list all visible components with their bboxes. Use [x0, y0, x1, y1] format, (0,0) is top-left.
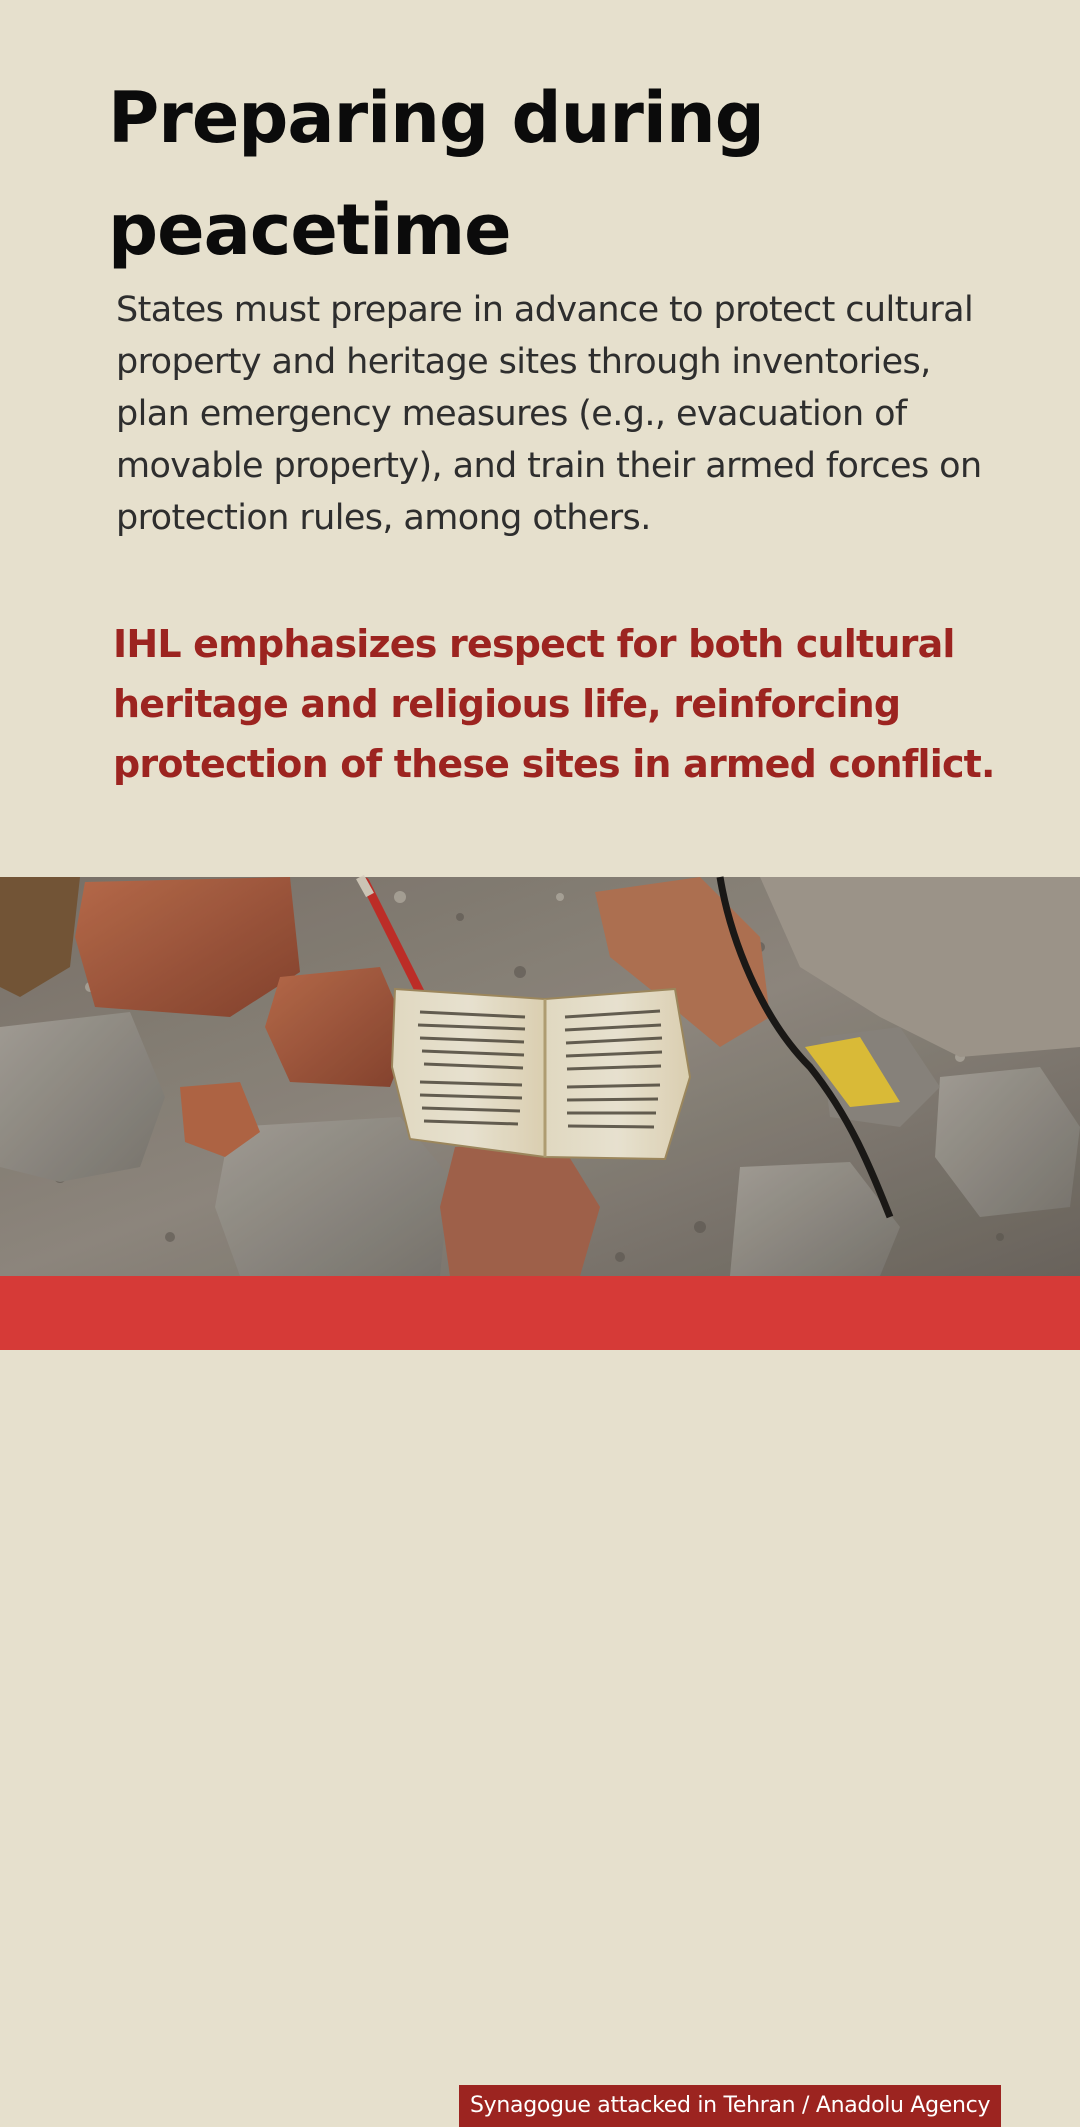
footer-bar	[0, 1276, 1080, 1350]
photo-caption: Synagogue attacked in Tehran / Anadolu Agency	[459, 2085, 1001, 2127]
body-paragraph: States must prepare in advance to protect cultural property and heritage sites through inventories, plan emergency measures (e.g., evacuation of movable property), and train their armed forces on protection rules, among others.	[116, 290, 982, 538]
rubble-photo	[0, 877, 1080, 2118]
emphasis-statement: IHL emphasizes respect for both cultural heritage and religious life, reinforcing protection of these sites in armed conflict.	[113, 622, 995, 786]
page-title: Preparing during peacetime	[108, 77, 764, 271]
